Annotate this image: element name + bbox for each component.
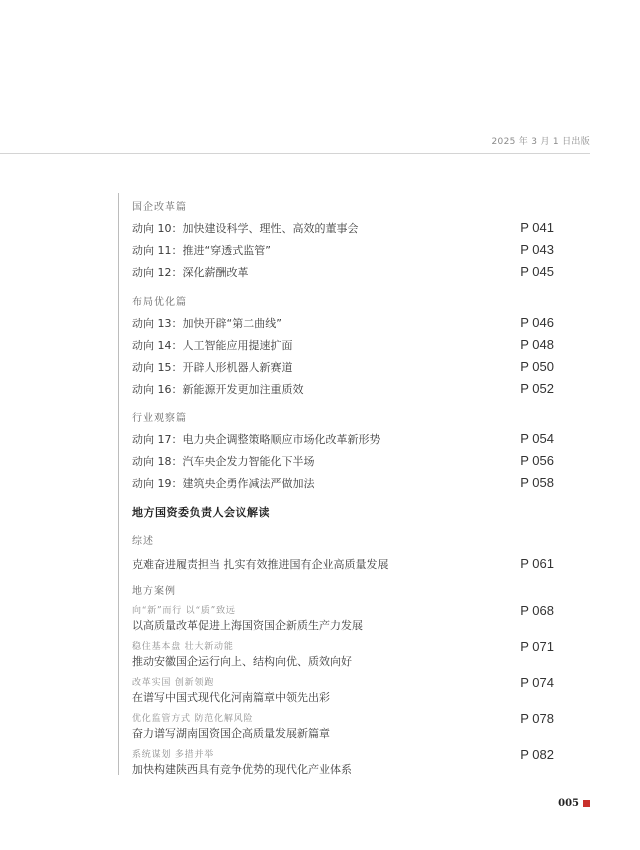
case-title: 加快构建陕西具有竞争优势的现代化产业体系 (132, 763, 352, 776)
section-heading-overview: 综述 (132, 536, 154, 547)
section-heading-industry: 行业观察篇 (132, 413, 187, 424)
toc-entry-page: P 068 (520, 603, 554, 618)
toc-entry[interactable] (132, 381, 559, 397)
case-title: 推动安徽国企运行向上、结构向优、质效向好 (132, 655, 352, 668)
case-subtitle: 稳住基本盘 壮大新动能 (132, 642, 234, 652)
toc-entry[interactable] (132, 220, 559, 236)
toc-entry-title: 动向 13：加快开辟“第二曲线” (132, 317, 282, 330)
major-section-heading: 地方国资委负责人会议解读 (132, 506, 270, 519)
toc-entry-title: 动向 14：人工智能应用提速扩面 (132, 339, 293, 352)
toc-entry-page: P 043 (520, 242, 554, 257)
toc-entry[interactable] (132, 556, 559, 572)
toc-entry-page: P 082 (520, 747, 554, 762)
toc-entry-title: 动向 16：新能源开发更加注重质效 (132, 383, 304, 396)
toc-entry[interactable] (132, 475, 559, 491)
header-divider (0, 153, 590, 154)
toc-entry-title: 克难奋进履责担当 扎实有效推进国有企业高质量发展 (132, 558, 389, 571)
toc-entry[interactable] (132, 359, 559, 375)
toc-entry-page: P 061 (520, 556, 554, 571)
toc-entry-title: 动向 18：汽车央企发力智能化下半场 (132, 455, 315, 468)
toc-entry-title: 动向 17：电力央企调整策略顺应市场化改革新形势 (132, 433, 381, 446)
toc-entry-page: P 078 (520, 711, 554, 726)
toc-entry[interactable] (132, 431, 559, 447)
toc-entry-page: P 074 (520, 675, 554, 690)
publication-date: 2025 年 3 月 1 日出版 (491, 137, 590, 147)
case-subtitle: 向“新”而行 以“质”致远 (132, 606, 236, 616)
toc-entry-title: 动向 11：推进“穿透式监管” (132, 244, 271, 257)
case-subtitle: 改革实国 创新领跑 (132, 678, 215, 688)
section-heading-cases: 地方案例 (132, 586, 176, 597)
case-entry[interactable] (132, 639, 559, 669)
red-square-marker (583, 800, 590, 807)
toc-entry-page: P 052 (520, 381, 554, 396)
toc-entry-title: 动向 12：深化薪酬改革 (132, 266, 249, 279)
table-of-contents (118, 193, 559, 775)
toc-entry-page: P 056 (520, 453, 554, 468)
case-entry[interactable] (132, 711, 559, 741)
section-heading-layout: 布局优化篇 (132, 297, 187, 308)
toc-entry-page: P 041 (520, 220, 554, 235)
case-title: 以高质量改革促进上海国资国企新质生产力发展 (132, 619, 363, 632)
toc-entry-title: 动向 19：建筑央企勇作减法严做加法 (132, 477, 315, 490)
toc-entry-page: P 048 (520, 337, 554, 352)
case-entry[interactable] (132, 747, 559, 777)
toc-entry-page: P 071 (520, 639, 554, 654)
toc-entry-page: P 054 (520, 431, 554, 446)
page-number-text: 005 (558, 798, 579, 809)
toc-entry[interactable] (132, 264, 559, 280)
case-subtitle: 优化监管方式 防范化解风险 (132, 714, 254, 724)
toc-entry-page: P 045 (520, 264, 554, 279)
case-entry[interactable] (132, 603, 559, 633)
case-subtitle: 系统谋划 多措并举 (132, 750, 215, 760)
page-number (558, 798, 590, 809)
toc-entry-title: 动向 10：加快建设科学、理性、高效的董事会 (132, 222, 359, 235)
toc-entry-page: P 046 (520, 315, 554, 330)
section-heading-reform: 国企改革篇 (132, 202, 187, 213)
toc-entry[interactable] (132, 453, 559, 469)
case-title: 奋力谱写湖南国资国企高质量发展新篇章 (132, 727, 330, 740)
case-title: 在谱写中国式现代化河南篇章中领先出彩 (132, 691, 330, 704)
case-entry[interactable] (132, 675, 559, 705)
toc-entry-page: P 058 (520, 475, 554, 490)
toc-entry[interactable] (132, 242, 559, 258)
toc-entry[interactable] (132, 337, 559, 353)
toc-entry-page: P 050 (520, 359, 554, 374)
toc-entry[interactable] (132, 315, 559, 331)
toc-entry-title: 动向 15：开辟人形机器人新赛道 (132, 361, 293, 374)
